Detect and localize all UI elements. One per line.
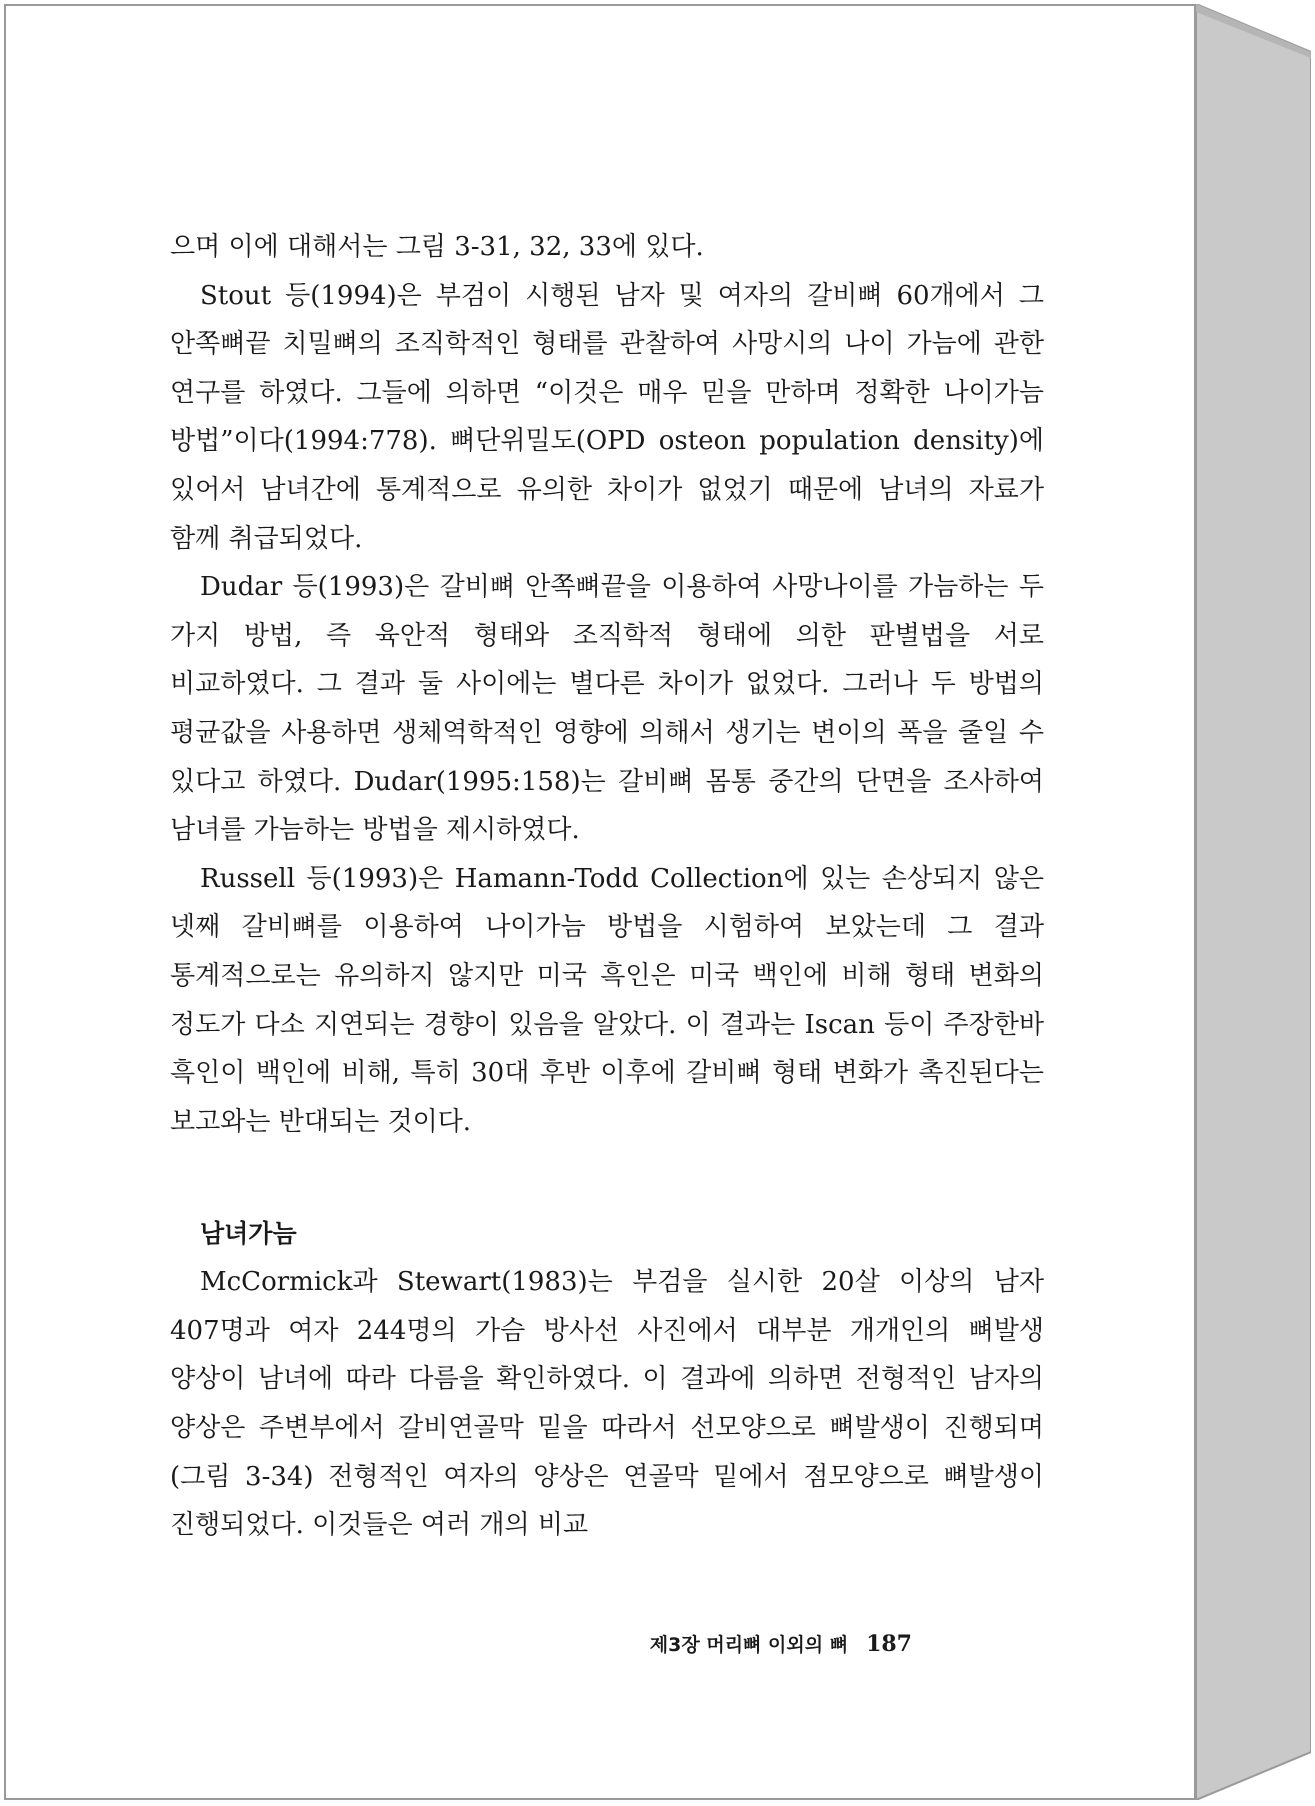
page-body [170, 223, 1044, 1550]
paragraph-mccormick: McCormick과 Stewart(1983)는 부검을 실시한 20살 이상의 남자 407명과 여자 244명의 가슴 방사선 사진에서 대부분 개개인의 뼈발생 양상이 남녀에 따라 다름을 확인하였다. 이 결과에 의하면 전형적인 남자의 양상은 주변부에서 갈비연골막 밑을 따라서 선모양으로 뼈발생이 진행되며(그림 3-34) 전형적인 여자의 양상은 연골막 밑에서 점모양으로 뼈발생이 진행되었다. 이것들은 여러 개의 비교 [170, 1267, 1044, 1541]
paragraph-continuation: 으며 이에 대해서는 그림 3-31, 32, 33에 있다. [170, 232, 704, 262]
paragraph-dudar: Dudar 등(1993)은 갈비뼈 안쪽뼈끝을 이용하여 사망나이를 가늠하는 두 가지 방법, 즉 육안적 형태와 조직학적 형태에 의한 판별법을 서로 비교하였다. 그 결과 둘 사이에는 별다른 차이가 없었다. 그러나 두 방법의 평균값을 사용하면 생체역학적인 영향에 의해서 생기는 변이의 폭을 줄일 수 있다고 하였다. Dudar(1995:158)는 갈비뼈 몸통 중간의 단면을 조사하여 남녀를 가늠하는 방법을 제시하였다. [170, 572, 1044, 846]
book-side-shape [1196, 4, 1311, 1800]
page-footer [650, 1630, 912, 1657]
book-page [4, 4, 1196, 1800]
running-footer-chapter: 제3장 머리뼈 이외의 뼈 [649, 1634, 849, 1656]
paragraph-stout: Stout 등(1994)은 부검이 시행된 남자 및 여자의 갈비뼈 60개에서 그 안쪽뼈끝 치밀뼈의 조직학적인 형태를 관찰하여 사망시의 나이 가늠에 관한 연구를 하였다. 그들에 의하면 “이것은 매우 믿을 만하며 정확한 나이가늠 방법”이다(1994:778). 뼈단위밀도(OPD osteon population density)에 있어서 남녀간에 통계적으로 유의한 차이가 없었기 때문에 남녀의 자료가 함께 취급되었다. [170, 280, 1044, 554]
section-heading: 남녀가늠 [200, 1219, 297, 1249]
book-side-edge [1196, 4, 1311, 1800]
page-number: 187 [866, 1631, 912, 1657]
paragraph-russell: Russell 등(1993)은 Hamann-Todd Collection에 있는 손상되지 않은 넷째 갈비뼈를 이용하여 나이가늠 방법을 시험하여 보았는데 그 결과 통계적으로는 유의하지 않지만 미국 흑인은 미국 백인에 비해 형태 변화의 정도가 다소 지연되는 경향이 있음을 알았다. 이 결과는 Iscan 등이 주장한바 흑인이 백인에 비해, 특히 30대 후반 이후에 갈비뼈 형태 변화가 촉진된다는 보고와는 반대되는 것이다. [170, 863, 1044, 1137]
